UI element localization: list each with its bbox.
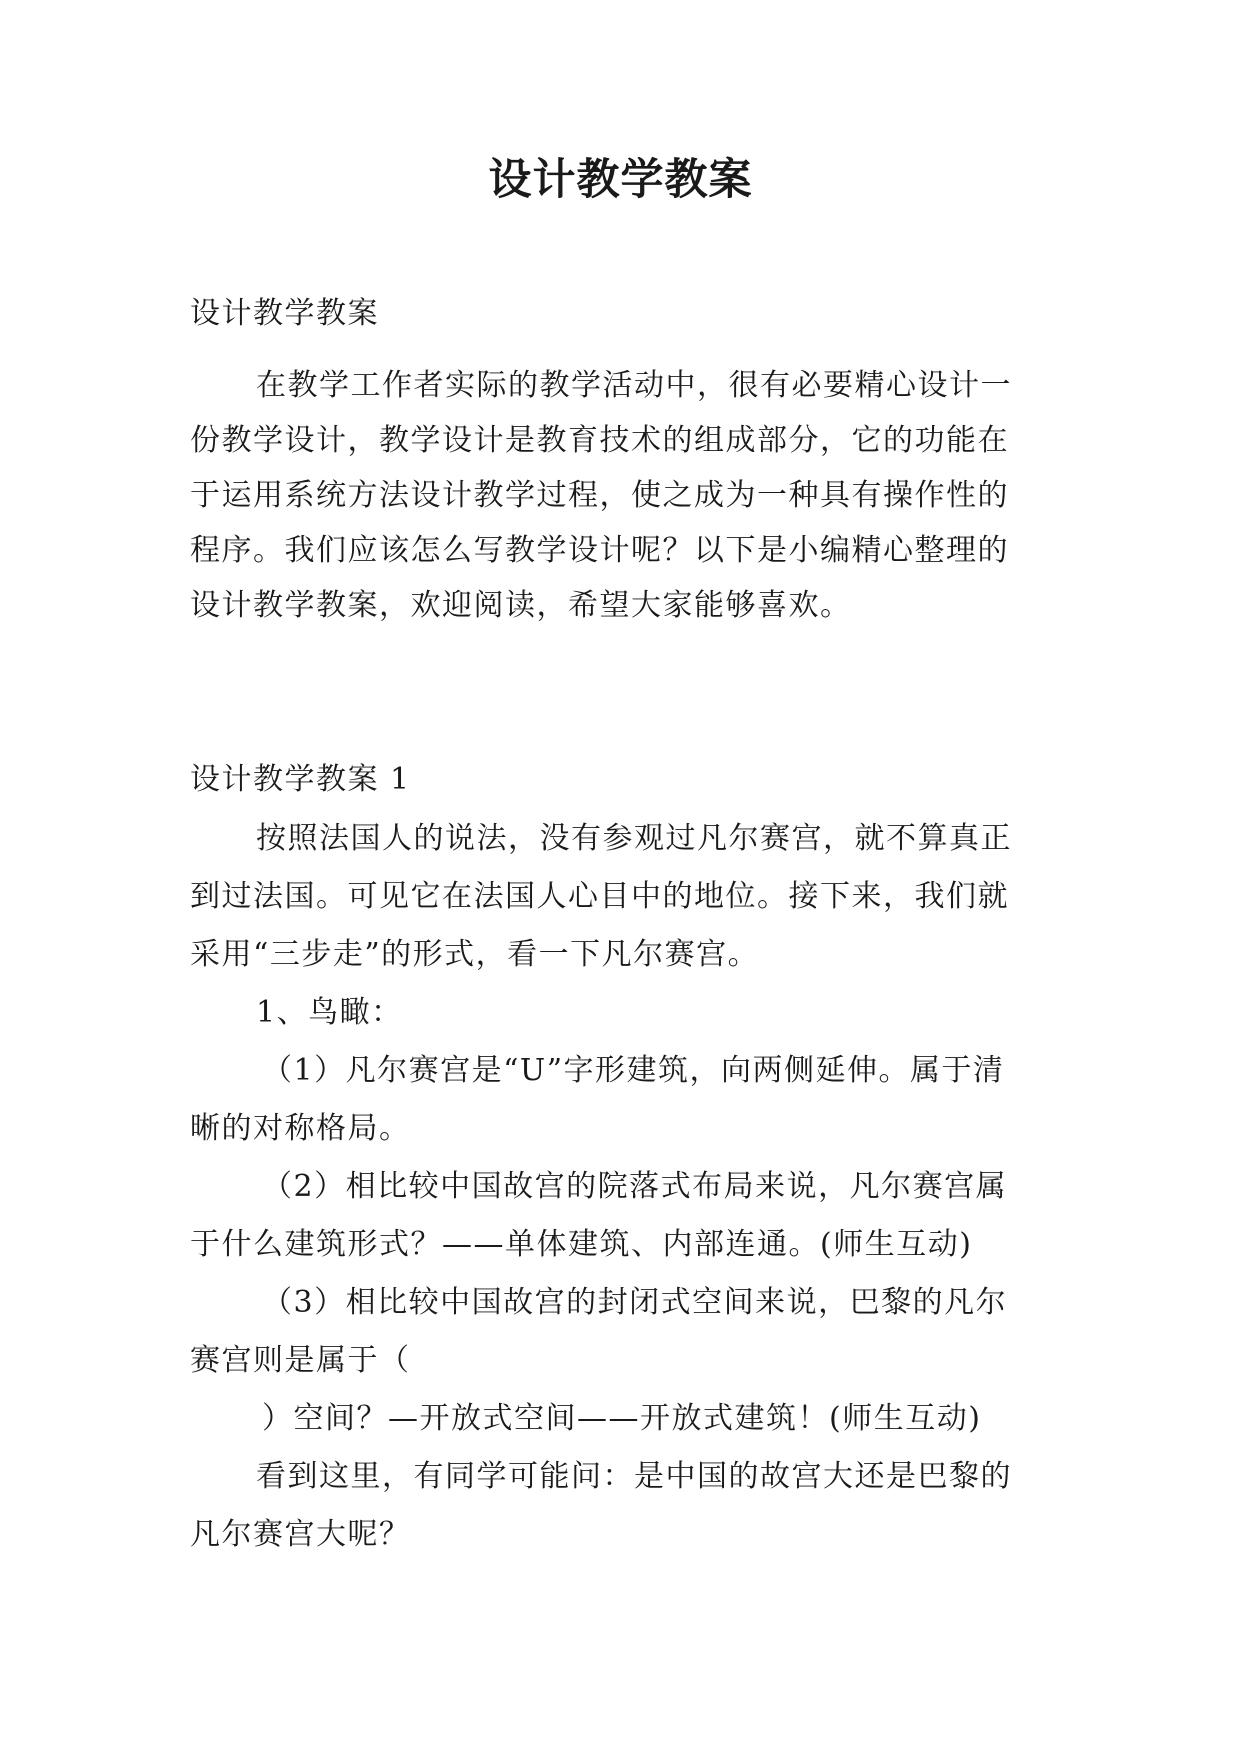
section1-line-4: 1、鸟瞰： xyxy=(256,995,403,1030)
intro-line-1: 在教学工作者实际的教学活动中，很有必要精心设计一 xyxy=(256,368,1012,403)
intro-line-4: 程序。我们应该怎么写教学设计呢？以下是小编精心整理的 xyxy=(190,533,1009,568)
section1-line-1: 按照法国人的说法，没有参观过凡尔赛宫，就不算真正 xyxy=(256,821,1012,856)
section1-line-3: 采用“三步走”的形式，看一下凡尔赛宫。 xyxy=(190,937,760,972)
section1-line-7: （2）相比较中国故宫的院落式布局来说，凡尔赛宫属 xyxy=(262,1169,1008,1204)
section1-line-6: 晰的对称格局。 xyxy=(190,1111,411,1146)
document-title: 设计教学教案 xyxy=(488,155,753,205)
section1-line-5: （1）凡尔赛宫是“U”字形建筑，向两侧延伸。属于清 xyxy=(262,1053,1005,1088)
document-subtitle: 设计教学教案 xyxy=(190,296,379,331)
section1-heading: 设计教学教案 1 xyxy=(190,762,411,797)
section1-line-2: 到过法国。可见它在法国人心目中的地位。接下来，我们就 xyxy=(190,879,1009,914)
section1-line-9: （3）相比较中国故宫的封闭式空间来说，巴黎的凡尔 xyxy=(262,1285,1008,1320)
intro-line-2: 份教学设计，教学设计是教育技术的组成部分，它的功能在 xyxy=(190,423,1009,458)
section1-line-12: 看到这里，有同学可能问：是中国的故宫大还是巴黎的 xyxy=(256,1459,1012,1494)
section1-line-13: 凡尔赛宫大呢？ xyxy=(190,1517,411,1552)
intro-line-5: 设计教学教案，欢迎阅读，希望大家能够喜欢。 xyxy=(190,588,852,623)
section1-line-8: 于什么建筑形式？——单体建筑、内部连通。(师生互动) xyxy=(190,1227,973,1262)
intro-line-3: 于运用系统方法设计教学过程，使之成为一种具有操作性的 xyxy=(190,478,1009,513)
section1-line-10: 赛宫则是属于（ xyxy=(190,1343,411,1378)
section1-line-11: ）空间？—开放式空间——开放式建筑！(师生互动) xyxy=(262,1401,982,1436)
